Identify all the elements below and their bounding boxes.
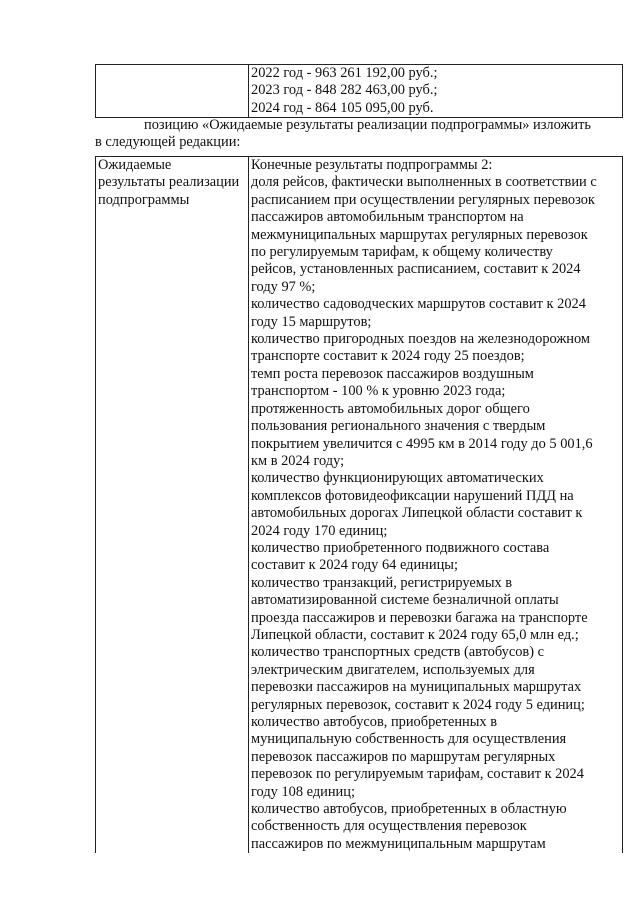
label-line: Ожидаемые <box>98 157 172 173</box>
result-line: протяженность автомобильных дорог общего <box>251 400 530 417</box>
result-line: составит к 2024 году 64 единицы; <box>251 557 458 574</box>
funding-left-cell <box>96 65 249 118</box>
result-line: количество приобретенного подвижного состава <box>251 539 550 556</box>
result-line: автоматизированной системе безналичной оплаты <box>251 592 559 609</box>
paragraph-line: позицию «Ожидаемые результаты реализации подпрограммы» изложить <box>144 117 591 133</box>
result-line: собственность для осуществления перевозок <box>251 818 527 835</box>
result-line: году 97 %; <box>251 278 316 295</box>
instruction-paragraph <box>95 117 612 152</box>
result-line: 2024 году 170 единиц; <box>251 522 388 539</box>
result-line: перевозок пассажиров по маршрутам регулярных <box>251 748 556 765</box>
result-line: перевозок по регулируемым тарифам, составит к 2024 <box>251 766 584 783</box>
results-label-cell <box>96 157 249 854</box>
result-line: пассажиров автомобильным транспортом на <box>251 209 524 226</box>
label-line: результаты реализации <box>98 174 240 191</box>
funding-right-cell <box>249 65 623 118</box>
result-line: межмуниципальных маршрутах регулярных перевозок <box>251 226 588 243</box>
result-line: году 15 маршрутов; <box>251 313 372 330</box>
result-line: количество транспортных средств (автобусов) с <box>251 644 544 661</box>
result-line: количество транзакций, регистрируемых в <box>251 574 513 591</box>
result-line: году 108 единиц; <box>251 783 355 800</box>
results-table <box>95 156 623 853</box>
result-line: транспортом - 100 % к уровню 2023 года; <box>251 383 506 400</box>
result-line: рейсов, установленных расписанием, составит к 2024 <box>251 261 581 278</box>
result-line: автомобильных дорогах Липецкой области составит к <box>251 505 583 522</box>
result-line: муниципальную собственность для осуществления <box>251 731 567 748</box>
table-row <box>96 157 623 854</box>
result-line: электрическим двигателем, используемых для <box>251 661 535 678</box>
result-line: перевозки пассажиров на муниципальных маршрутах <box>251 679 582 696</box>
result-line: покрытием увеличится с 4995 км в 2014 году до 5 001,6 <box>251 435 593 452</box>
result-line: количество функционирующих автоматических <box>251 470 544 487</box>
funding-line: 2024 год - 864 105 095,00 руб. <box>251 99 434 116</box>
results-content-cell <box>249 157 623 854</box>
result-line: Липецкой области, составит к 2024 году 65,0 млн ед.; <box>251 626 579 643</box>
result-line: количество садоводческих маршрутов составит к 2024 <box>251 296 586 313</box>
funding-line: 2022 год - 963 261 192,00 руб.; <box>251 65 438 81</box>
result-line: по регулируемым тарифам, к общему количеству <box>251 244 553 261</box>
result-line: темп роста перевозок пассажиров воздушным <box>251 365 534 382</box>
paragraph-line: в следующей редакции: <box>95 134 241 151</box>
result-line: регулярных перевозок, составит к 2024 году 5 единиц; <box>251 696 585 713</box>
result-line: транспорте составит к 2024 году 25 поездов; <box>251 348 525 365</box>
result-line: км в 2024 году; <box>251 452 345 469</box>
result-line: пользования регионального значения с твердым <box>251 418 546 435</box>
funding-line: 2023 год - 848 282 463,00 руб.; <box>251 82 438 99</box>
label-line: подпрограммы <box>98 191 190 208</box>
result-line: количество автобусов, приобретенных в областную <box>251 801 567 818</box>
result-line: проезда пассажиров и перевозки багажа на транспорте <box>251 609 588 626</box>
result-line: пассажиров по межмуниципальным маршрутам <box>251 835 546 852</box>
funding-table <box>95 64 623 118</box>
result-line: количество пригородных поездов на железнодорожном <box>251 331 591 348</box>
result-line: доля рейсов, фактически выполненных в соответствии с <box>251 174 597 191</box>
result-line: Конечные результаты подпрограммы 2: <box>251 157 493 173</box>
table-row <box>96 65 623 118</box>
result-line: комплексов фотовидеофиксации нарушений ПДД на <box>251 487 574 504</box>
result-line: количество автобусов, приобретенных в <box>251 714 497 730</box>
result-line: расписанием при осуществлении регулярных перевозок <box>251 191 595 208</box>
